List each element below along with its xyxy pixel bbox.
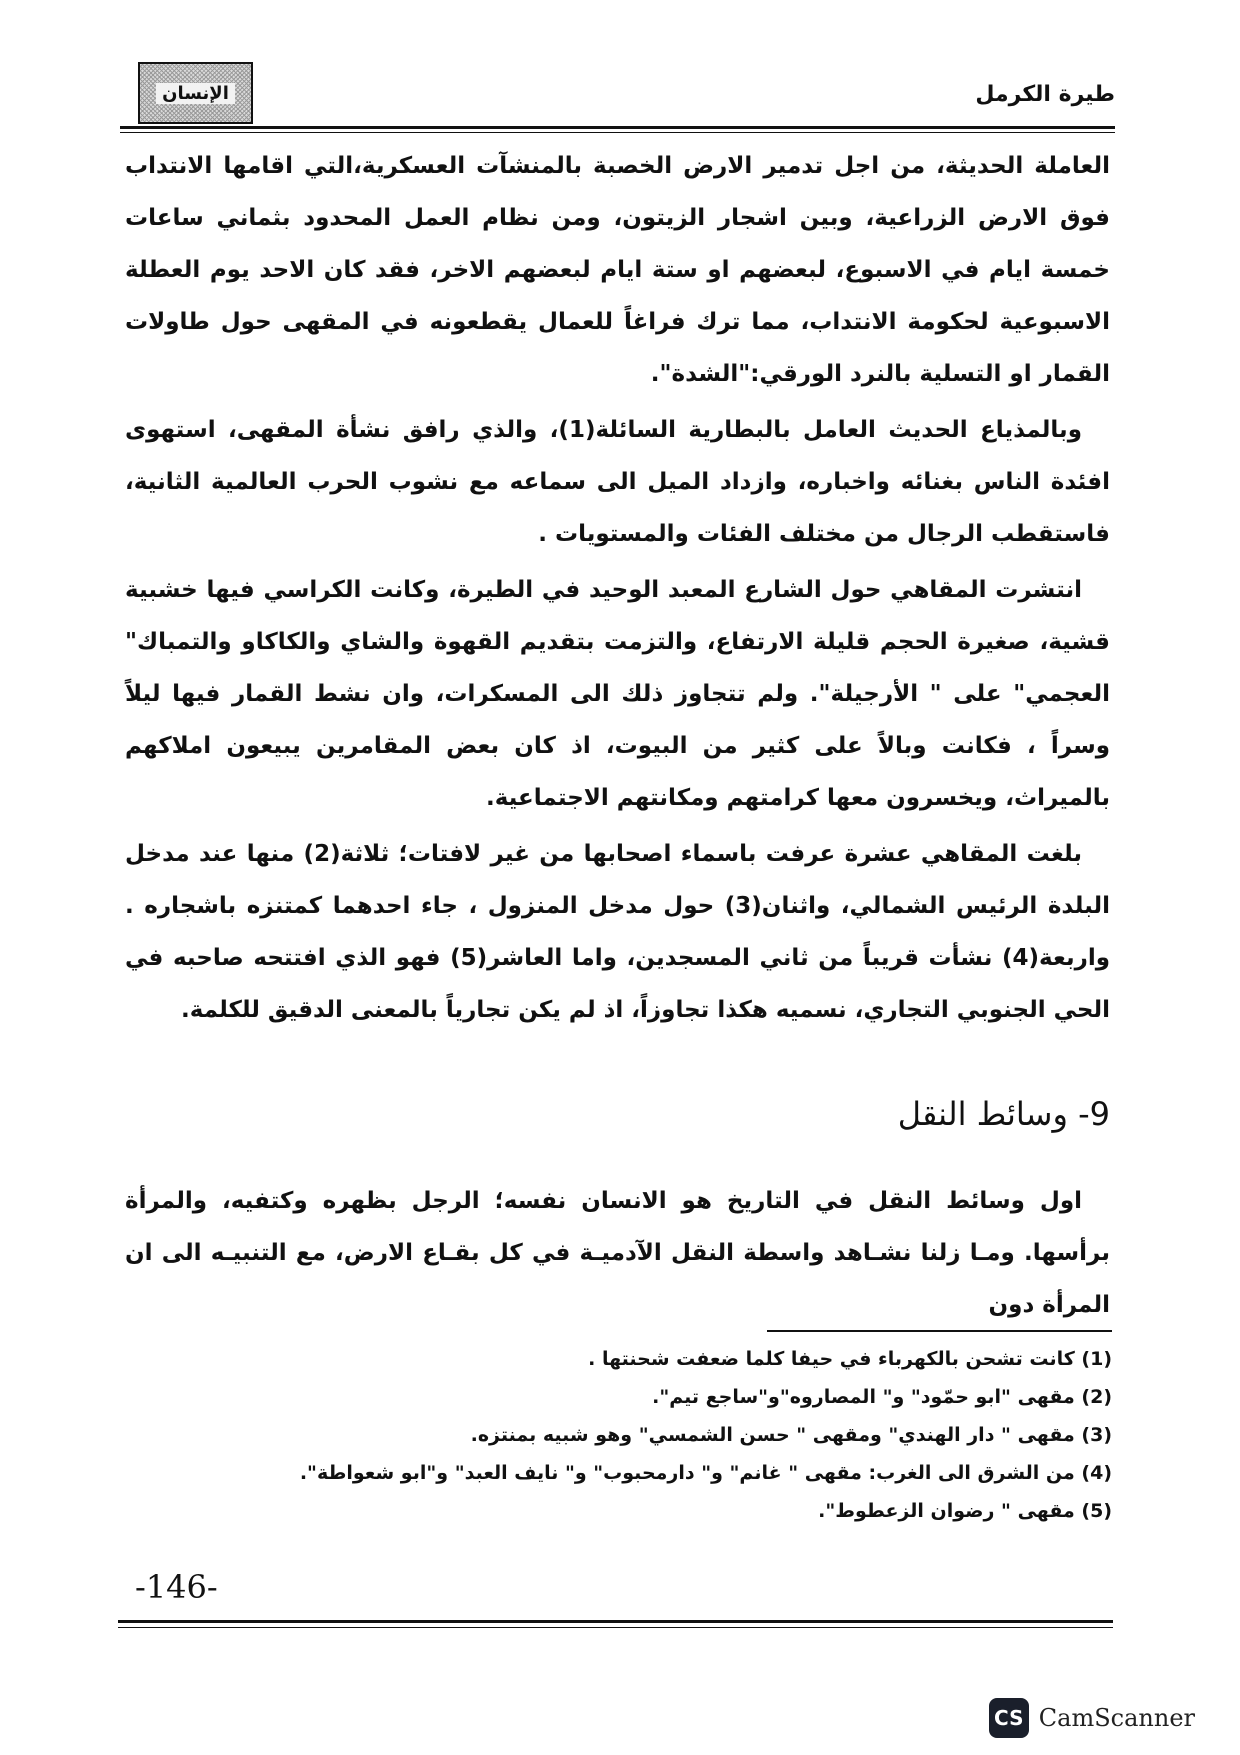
header-title: طيرة الكرمل <box>975 82 1115 107</box>
footnote-divider <box>767 1330 1112 1332</box>
paragraph-4: بلغت المقاهي عشرة عرفت باسماء اصحابها من غير لافتات؛ ثلاثة(2) منها عند مدخل البلدة الرئيس الشمالي، واثنان(3) حول مدخل المنزول ، جاء احدهما كمتنزه باشجاره . واربعة(4) نشأت قريباً من ثاني المسجدين، واما العاشر(5) فهو الذي افتتحه صاحبه في الحي الجنوبي التجاري، نسميه هكذا تجاوزاً، اذ لم يكن تجارياً بالمعنى الدقيق للكلمة. <box>125 841 1111 1023</box>
header-badge-label: الإنسان <box>156 83 235 104</box>
header-rule <box>120 126 1115 129</box>
page-header <box>120 62 1115 132</box>
footer-rule <box>118 1620 1113 1623</box>
section-body <box>125 1175 1110 1331</box>
paragraph-2: وبالمذياع الحديث العامل بالبطارية السائلة(1)، والذي رافق نشأة المقهى، استهوى افئدة الناس بغنائه واخباره، وازداد الميل الى سماعه مع نشوب الحرب العالمية الثانية، فاستقطب الرجال من مختلف الفئات والمستويات . <box>125 417 1110 547</box>
footnote-4: (4) من الشرق الى الغرب: مقهى " غانم" و" دارمحبوب" و" نايف العبد" و"ابو شعواطة". <box>299 1462 1112 1484</box>
paragraph-3: انتشرت المقاهي حول الشارع المعبد الوحيد في الطيرة، وكانت الكراسي فيها خشبية قشية، صغيرة الحجم قليلة الارتفاع، والتزمت بتقديم القهوة والشاي والكاكاو والتمباك" العجمي" على " الأرجيلة". ولم تتجاوز ذلك الى المسكرات، وان نشط القمار فيها ليلاً وسراً ، فكانت وبالاً على كثير من البيوت، اذ كان بعض المقامرين يبيعون املاكهم بالميراث، ويخسرون معها كرامتهم ومكانتهم الاجتماعية. <box>125 577 1110 811</box>
camscanner-logo-icon: CS <box>989 1698 1029 1738</box>
body-text <box>125 140 1110 1040</box>
footer-rule-thin <box>118 1627 1113 1628</box>
paragraph-1: العاملة الحديثة، من اجل تدمير الارض الخصبة بالمنشآت العسكرية،التي اقامها الانتداب فوق الارض الزراعية، وبين اشجار الزيتون، ومن نظام العمل المحدود بثماني ساعات خمسة ايام في الاسبوع، لبعضهم او ستة ايام لبعضهم الاخر، فقد كان الاحد يوم العطلة الاسبوعية لحكومة الانتداب، مما ترك فراغاً للعمال يقطعونه في المقهى حول طاولات القمار او التسلية بالنرد الورقي:"الشدة". <box>125 153 1110 387</box>
page-number: -146- <box>135 1568 218 1606</box>
footnote-2: (2) مقهى "ابو حمّود" و" المصاروه"و"ساجع تيم". <box>652 1386 1112 1408</box>
camscanner-text: CamScanner <box>1038 1704 1195 1732</box>
section-paragraph: اول وسائط النقل في التاريخ هو الانسان نفسه؛ الرجل بظهره وكتفيه، والمرأة برأسها. ومـا زلنا نشـاهد واسطة النقل الآدميـة في كل بقـاع الارض، مع التنبيـه الى ان المرأة دون <box>125 1188 1110 1318</box>
header-badge <box>138 62 253 124</box>
footnote-3: (3) مقهى " دار الهندي" ومقهى " حسن الشمسي" وهو شبيه بمنتزه. <box>470 1424 1112 1446</box>
footnote-5: (5) مقهى " رضوان الزعطوط". <box>818 1500 1112 1522</box>
camscanner-watermark <box>989 1698 1195 1738</box>
footnotes <box>299 1340 1112 1530</box>
footnote-1: (1) كانت تشحن بالكهرباء في حيفا كلما ضعفت شحنتها . <box>588 1348 1112 1370</box>
section-heading: 9- وسائط النقل <box>897 1095 1110 1133</box>
header-rule-thin <box>120 132 1115 133</box>
